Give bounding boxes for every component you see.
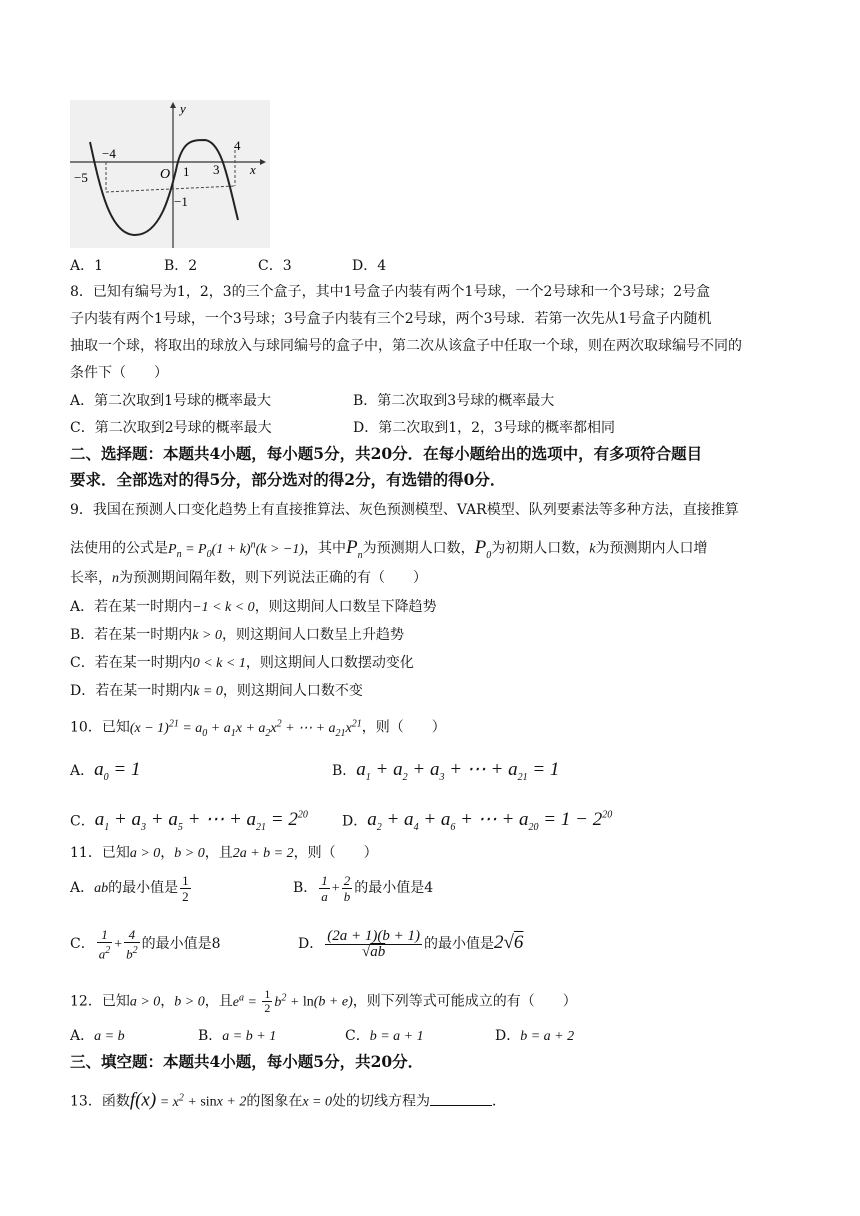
q12-options <box>70 1026 574 1047</box>
q12-stem: 12．已知a > 0，b > 0，且$e^a$ = $\frac{1}{2}$ $b^2 + \ln(b + e)$，则下列等式可能成立的有（ ） <box>70 987 577 1016</box>
q7-option-a[interactable]: A．1 <box>70 258 104 274</box>
q11-option-a[interactable]: A．ab的最小值是 $\frac{1}{2}$ <box>70 872 189 904</box>
y-label: y <box>180 101 186 116</box>
q10-options-ab <box>70 760 559 788</box>
q8-line-4: 条件下（ ） <box>70 365 168 381</box>
q9-option-d[interactable]: D．若在某一时期内k = 0，则这期间人口数不变 <box>70 683 363 699</box>
q7-options <box>70 256 386 276</box>
q10-options-cd <box>70 806 612 838</box>
q11-options-cd <box>70 921 523 967</box>
q7-option-b[interactable]: B．2 <box>164 258 198 274</box>
q9-option-b[interactable]: B．若在某一时期内k > 0，则这期间人口数呈上升趋势 <box>70 627 404 643</box>
q9-line-3: 长率，n为预测期间隔年数，则下列说法正确的有（ ） <box>70 570 427 586</box>
tick-4: 4 <box>234 138 241 153</box>
q11-options-ab <box>70 868 433 909</box>
q12-option-d[interactable]: D．b = a + 2 <box>495 1028 575 1044</box>
q8-options-cd <box>70 418 615 438</box>
q12-option-a[interactable]: A．a = b <box>70 1028 125 1044</box>
q11-stem: 11．已知a > 0，b > 0，且2a + b = 2，则（ ） <box>70 845 378 861</box>
q11-option-c[interactable]: C． $\frac{1}{a^2}$ + $\frac{4}{b^2}$ 的最小值是8 <box>70 926 221 962</box>
tick-neg5: −5 <box>74 170 88 185</box>
q9-formula: $P_n = P_0(1 + k)^n(k > -1)$ <box>168 539 305 560</box>
q8-line-3: 抽取一个球，将取出的球放入与球同编号的盒子中，第二次从该盒子中任取一个球，则在两次取球编号不同的 <box>70 338 742 354</box>
q10-option-b[interactable]: B．$a_1 + a_2 + a_3$ + ⋯ + $a_{21} = 1$ <box>332 759 560 783</box>
q13-answer-blank[interactable] <box>430 1091 492 1106</box>
q8-option-b[interactable]: B．第二次取到3号球的概率最大 <box>353 393 555 409</box>
section-2-header-line-1: 二、选择题：本题共4小题，每小题5分，共20分．在每小题给出的选项中，有多项符合题目 <box>70 444 703 463</box>
q7-option-d[interactable]: D．4 <box>352 258 387 274</box>
q9-line-2: 法使用的公式是$P_n = P_0(1 + k)^n(k > -1)$，其中$P_n$为预测期人口数，$P_0$为初期人口数，k为预测期内人口增 <box>70 536 708 561</box>
q8-line-2: 子内装有两个1号球，一个3号球；3号盒子内装有三个2号球，两个3号球．若第一次先从1号盒子内随机 <box>70 311 712 327</box>
q10-option-c[interactable]: C．$a_1 + a_3 + a_5$ + ⋯ + $a_{21} = 2^{20}$ <box>70 809 308 834</box>
q9-line-1: 9．我国在预测人口变化趋势上有直接推算法、灰色预测模型、VAR模型、队列要素法等多种方法，直接推算 <box>70 502 739 518</box>
q8-option-d[interactable]: D．第二次取到1，2，3号球的概率都相同 <box>353 420 615 436</box>
x-label: x <box>250 162 256 177</box>
q10-option-d[interactable]: D．$a_2 + a_4 + a_6$ + ⋯ + $a_{20} = 1 - 2^{20}$ <box>342 809 613 834</box>
section-2-header-line-2: 要求．全部选对的得5分，部分选对的得2分，有选错的得0分． <box>70 470 506 489</box>
tick-neg4: −4 <box>102 146 116 161</box>
tick-neg1: −1 <box>174 194 188 209</box>
q13-stem: 13．函数$f(x) = x^2 + \sin x + 2$的图象在x = 0处的切线方程为 ． <box>70 1089 507 1111</box>
origin-label: O <box>160 167 171 182</box>
q8-option-c[interactable]: C．第二次取到2号球的概率最大 <box>70 420 272 436</box>
q8-option-a[interactable]: A．第二次取到1号球的概率最大 <box>70 393 272 409</box>
tick-1: 1 <box>183 164 190 179</box>
q9-option-a[interactable]: A．若在某一时期内−1 < k < 0，则这期间人口数呈下降趋势 <box>70 599 437 615</box>
function-graph <box>70 100 270 248</box>
q10-option-a[interactable]: A．$a_0 = 1$ <box>70 759 141 783</box>
tick-3: 3 <box>213 162 220 177</box>
q11-option-b[interactable]: B． $\frac{1}{a}$ + $\frac{2}{b}$ 的最小值是4 <box>293 872 434 904</box>
q8-line-1: 8．已知有编号为1，2，3的三个盒子，其中1号盒子内装有两个1号球，一个2号球和一个3号球；2号盒 <box>70 284 711 300</box>
q8-options-ab <box>70 391 554 411</box>
q12-option-c[interactable]: C．b = a + 1 <box>345 1028 424 1044</box>
q11-option-d[interactable]: D． $\frac{(2a + 1)(b + 1)}{√ab}$ 的最小值是2√6 <box>298 927 524 960</box>
section-3-header: 三、填空题：本题共4小题，每小题5分，共20分． <box>70 1052 424 1071</box>
q9-option-c[interactable]: C．若在某一时期内0 < k < 1，则这期间人口数摆动变化 <box>70 655 414 671</box>
q10-stem: 10．已知$(x - 1)^{21} = a_0 + a_1x + a_2x^2$ + ⋯ + $a_{21}x^{21}$，则（ ） <box>70 718 446 739</box>
q7-option-c[interactable]: C．3 <box>258 258 292 274</box>
q12-option-b[interactable]: B．a = b + 1 <box>198 1028 277 1044</box>
